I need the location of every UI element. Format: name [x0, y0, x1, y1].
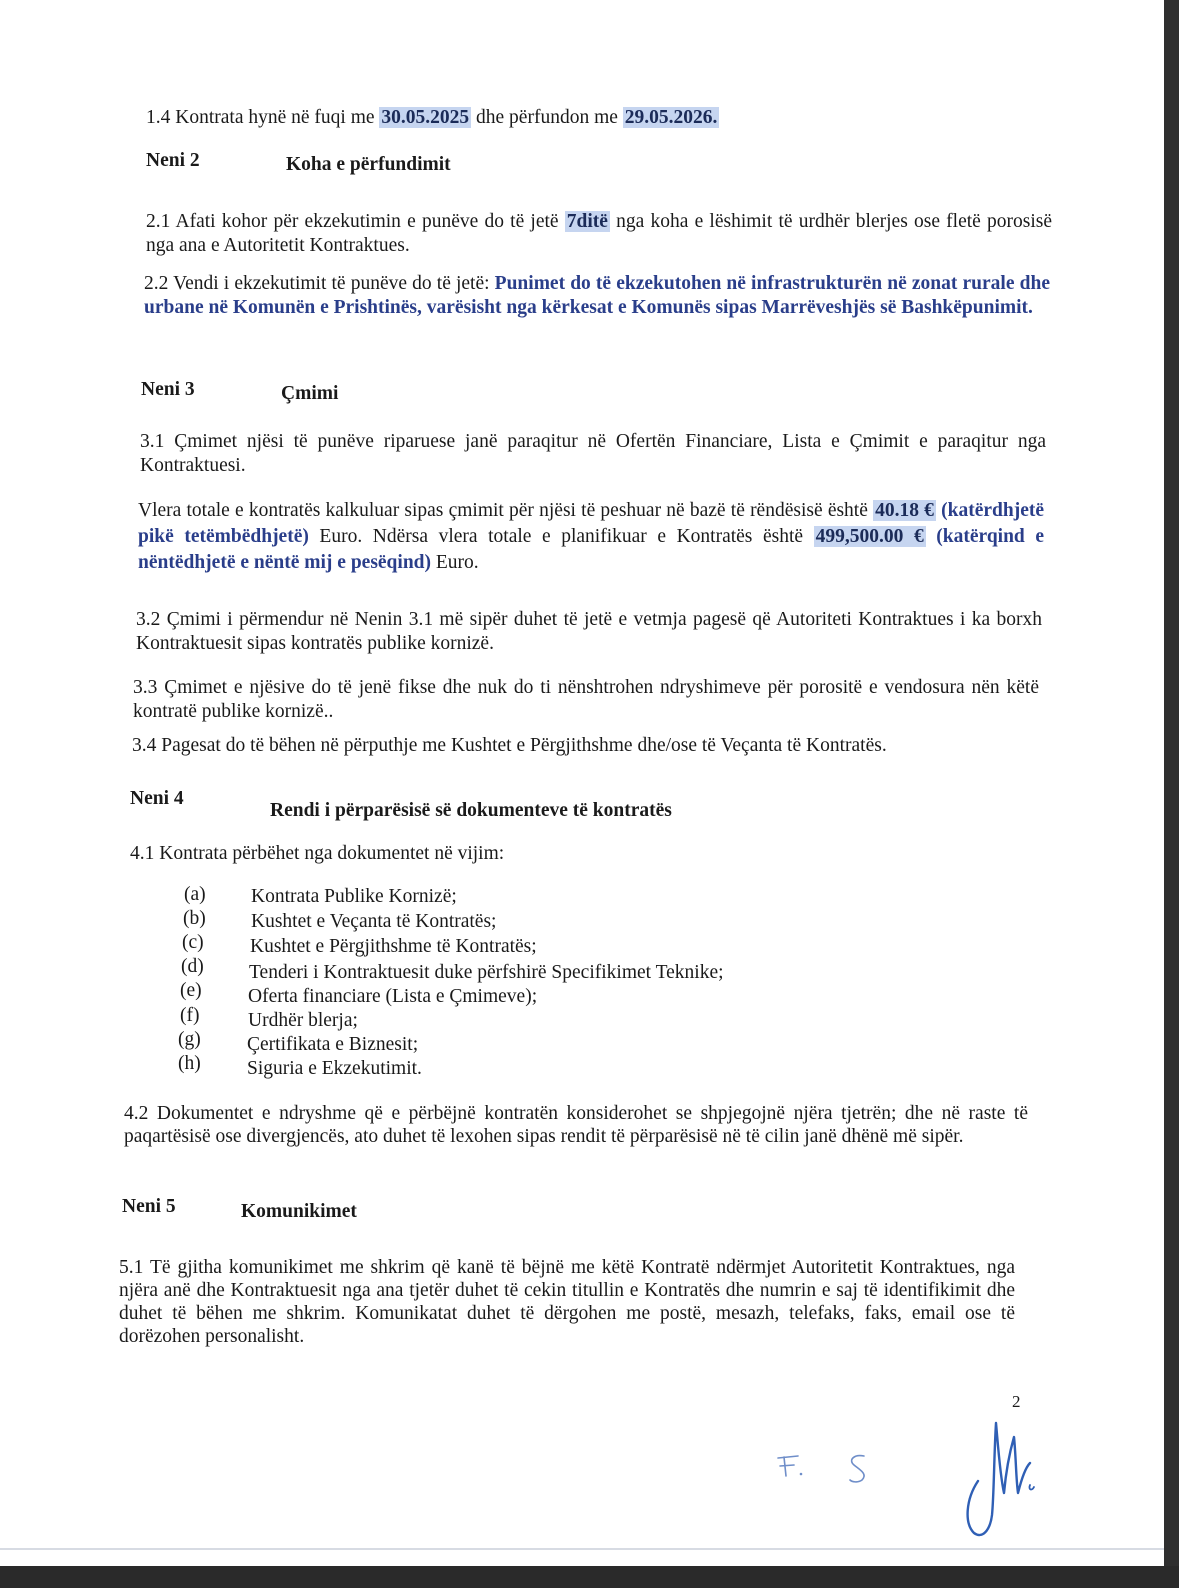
paragraph-contract-value: [138, 498, 1044, 576]
page-edge-shadow: [1164, 0, 1179, 1588]
start-date: 30.05.2025: [381, 107, 470, 128]
article-2-title: Koha e përfundimit: [286, 154, 451, 175]
article-5-title: Komunikimet: [241, 1201, 357, 1222]
article-4-title: Rendi i përparësisë së dokumenteve të kontratës: [270, 800, 672, 821]
list-item-letter: (a): [184, 884, 206, 905]
article-2-number: Neni 2: [146, 150, 200, 171]
article-5-number: Neni 5: [122, 1196, 176, 1217]
list-item-letter: (h): [178, 1053, 201, 1074]
handwritten-initials: [770, 1450, 880, 1490]
list-item-text: Tenderi i Kontraktuesit duke përfshirë Specifikimet Teknike;: [249, 962, 724, 983]
list-item-letter: (c): [182, 932, 204, 953]
paragraph-2-2: [144, 272, 1050, 320]
article-3-title: Çmimi: [281, 383, 339, 404]
page-bottom-shadow: [0, 1566, 1179, 1588]
list-item-text: Kontrata Publike Kornizë;: [251, 886, 457, 907]
list-item-letter: (e): [180, 980, 202, 1001]
paragraph-text: 2.2 Vendi i ekzekutimit të punëve do të jetë:: [144, 273, 495, 294]
list-item-letter: (d): [181, 956, 204, 977]
list-item-letter: (b): [183, 908, 206, 929]
list-item-letter: (f): [180, 1005, 200, 1026]
paragraph-text: nga koha e lëshimit të urdhër blerjes ose fletë porosisë nga ana e Autoritetit Kontraktues.: [146, 211, 1052, 256]
paragraph-2-1: [146, 210, 1052, 258]
list-item-text: Çertifikata e Biznesit;: [247, 1034, 419, 1055]
paragraph-text: Euro.: [431, 552, 479, 573]
paragraph-5-1: 5.1 Të gjitha komunikimet me shkrim që kanë të bëjnë me këtë Kontratë ndërmjet Autoritetit Kontraktues, nga njëra anë dhe Kontraktuesit nga ana tjetër duhet të cekin titullin e Kontratës dhe numrin e saj të identifikimit dhe duhet të bëhen me shkrim. Komunikatat duhet të dërgohen me postë, mesazh, telefaks, faks, email ose të dorëzohen personalisht.: [119, 1257, 1015, 1347]
paragraph-1-4: [146, 106, 719, 130]
list-item-text: Urdhër blerja;: [248, 1010, 358, 1031]
list-item-letter: (g): [178, 1029, 201, 1050]
execution-place: Punimet do të ekzekutohen në infrastrukturën në zonat rurale dhe urbane në Komunën e Prishtinës, varësisht nga kërkesat e Komunës sipas Marrëveshjës së Bashkëpunimit.: [144, 273, 1050, 318]
planned-value-amount: 499,500.00 €: [815, 526, 924, 547]
planned-value-words: (katërqind e nëntëdhjetë e nëntë mij e pesëqind): [138, 526, 1045, 573]
paragraph-4-2: 4.2 Dokumentet e ndryshme që e përbëjnë kontratën konsiderohet se shpjegojnë njëra tjetrën; dhe në raste të paqartësisë ose divergjencës, ato duhet të lexohen sipas rendit të përparësisë në të cilin janë dhënë më sipër.: [124, 1103, 1028, 1147]
paragraph-text: 1.4 Kontrata hynë në fuqi me: [146, 107, 380, 128]
paragraph-text: 2.1 Afati kohor për ekzekutimin e punëve do të jetë: [146, 211, 565, 232]
paragraph-3-3: 3.3 Çmimet e njësive do të jenë fikse dhe nuk do ti nënshtrohen ndryshimeve për porositë e vendosura nën këtë kontratë publike kornizë..: [133, 677, 1039, 722]
list-item-text: Oferta financiare (Lista e Çmimeve);: [248, 986, 538, 1007]
weighted-value-amount: 40.18 €: [875, 500, 934, 521]
paragraph-3-2: 3.2 Çmimi i përmendur në Nenin 3.1 më sipër duhet të jetë e vetmja pagesë që Autoriteti Kontraktues i ka borxh Kontraktuesit sipas kontratës publike kornizë.: [136, 609, 1042, 654]
signature: [960, 1415, 1045, 1540]
paragraph-3-1: 3.1 Çmimet njësi të punëve riparuese janë paraqitur në Ofertën Financiare, Lista e Çmimit e paraqitur nga Kontraktuesi.: [140, 431, 1046, 476]
weighted-value-words: (katërdhjetë pikë tetëmbëdhjetë): [138, 500, 1045, 547]
article-4-number: Neni 4: [130, 788, 184, 809]
end-date: 29.05.2026.: [624, 107, 718, 128]
scan-edge-line: [0, 1548, 1164, 1550]
list-item-text: Kushtet e Veçanta të Kontratës;: [251, 911, 497, 932]
paragraph-3-4: 3.4 Pagesat do të bëhen në përputhje me Kushtet e Përgjithshme dhe/ose të Veçanta të Kontratës.: [132, 735, 887, 756]
paragraph-text: dhe përfundon me: [471, 107, 623, 128]
list-item-text: Kushtet e Përgjithshme të Kontratës;: [250, 936, 537, 957]
page-number: 2: [1012, 1392, 1021, 1411]
article-3-number: Neni 3: [141, 379, 195, 400]
paragraph-text: Vlera totale e kontratës kalkuluar sipas çmimit për njësi të peshuar në bazë të rëndësisë është: [138, 500, 874, 521]
execution-days: 7ditë: [566, 211, 608, 232]
paragraph-text: Euro. Ndërsa vlera totale e planifikuar e Kontratës është: [308, 526, 814, 547]
list-item-text: Siguria e Ekzekutimit.: [247, 1058, 422, 1079]
paragraph-4-1: 4.1 Kontrata përbëhet nga dokumentet në vijim:: [130, 843, 505, 864]
